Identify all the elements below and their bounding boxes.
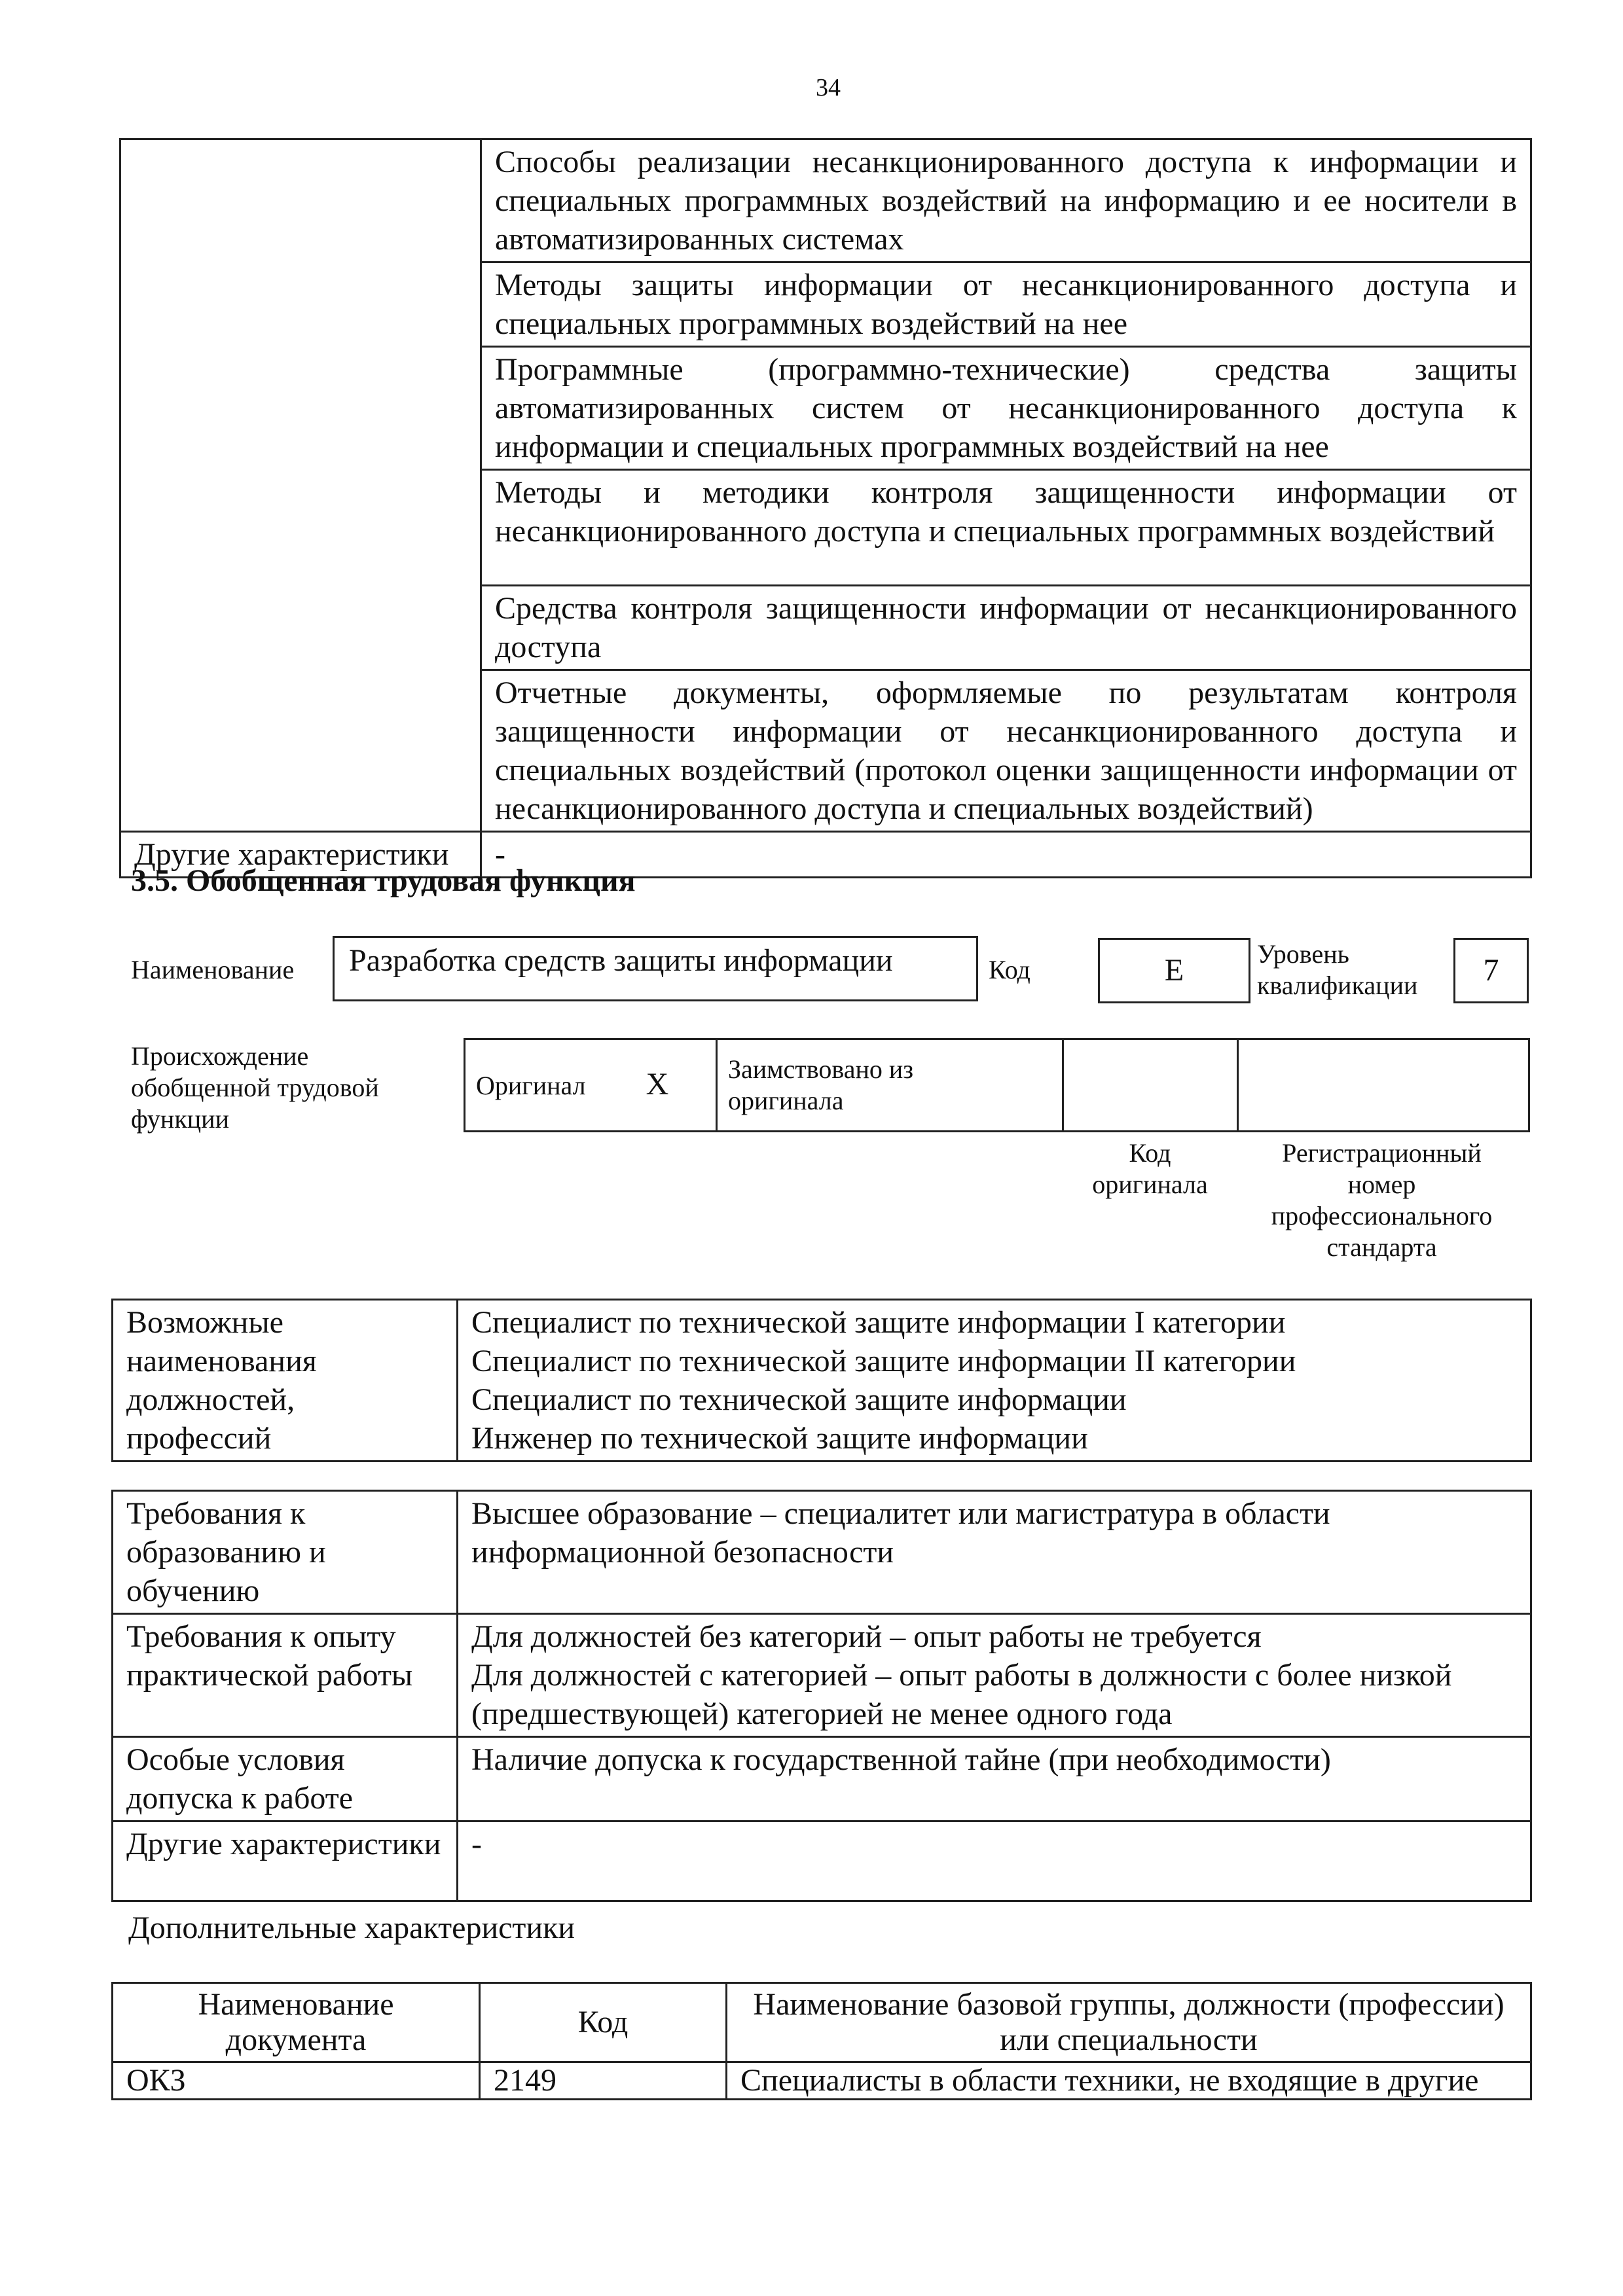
additional-table [111,1982,1532,2100]
name-label: Наименование [131,955,295,984]
positions-label-line: должностей, [126,1382,295,1417]
list-item: Инженер по технической защите информации [471,1421,1088,1456]
level-box [1453,938,1529,1003]
education-value: Высшее образование – специалитет или магистратура в области информационной безопасности [458,1491,1531,1614]
experience-label: Требования к опыту практической работы [113,1614,458,1737]
experience-line: Для должностей с категорией – опыт работы в должности с более низкой (предшествующей) категорией не менее одного года [471,1658,1452,1731]
origin-label-line: Происхождение [131,1041,309,1071]
table-row [120,139,1531,262]
positions-list [458,1300,1531,1462]
list-item: Специалист по технической защите информации I категории [471,1305,1286,1340]
cell-group: Специалисты в области техники, не входящие в другие [727,2062,1531,2100]
original-label: Оригинал [476,1071,586,1100]
cell-document: ОКЗ [113,2062,480,2100]
caption-line: оригинала [1092,1170,1208,1199]
experience-line: Для должностей без категорий – опыт работы не требуется [471,1619,1262,1654]
level-label-line: Уровень [1257,939,1349,969]
knowledge-item: Отчетные документы, оформляемые по результатам контроля защищенности информации от несанкционированного доступа и специальных воздействий (протокол оценки защищенности информации от несанкционированного доступа и специальных воздействий) [481,670,1531,832]
code-box [1098,938,1250,1003]
list-item: Специалист по технической защите информации [471,1382,1127,1417]
conditions-value: Наличие допуска к государственной тайне (при необходимости) [458,1737,1531,1821]
table-row [113,1821,1531,1901]
other-characteristics-label: Другие характеристики [113,1821,458,1901]
code-value: E [1164,953,1184,988]
column-header-code: Код [480,1983,727,2062]
caption-line: стандарта [1326,1232,1437,1262]
borrowed-label-line: оригинала [728,1086,844,1115]
origin-table [464,1038,1530,1132]
registration-number-caption [1236,1138,1527,1263]
other-characteristics-value: - [458,1821,1531,1901]
knowledge-table [119,138,1532,878]
table-row [113,1737,1531,1821]
column-header-document: Наименование документа [113,1983,480,2062]
positions-label [113,1300,458,1462]
table-row [113,1300,1531,1462]
original-mark: X [646,1067,669,1102]
origin-label-line: обобщенной трудовой [131,1073,379,1102]
level-label [1257,939,1417,1001]
table-row [465,1039,1529,1132]
caption-line: Регистрационный [1282,1138,1482,1168]
code-label: Код [989,955,1030,984]
experience-value [458,1614,1531,1737]
caption-line: Код [1129,1138,1171,1168]
positions-label-line: наименования [126,1344,317,1378]
knowledge-item: Методы и методики контроля защищенности информации от несанкционированного доступа и специальных программных воздействий [481,470,1531,586]
knowledge-item: Способы реализации несанкционированного доступа к информации и специальных программных воздействий на информацию и ее носители в автоматизированных системах [481,139,1531,262]
origin-label [131,1041,379,1135]
table-row [113,2062,1531,2100]
list-item: Специалист по технической защите информации II категории [471,1344,1296,1378]
column-header-group: Наименование базовой группы, должности (профессии) или специальности [727,1983,1531,2062]
caption-line: номер [1347,1170,1416,1199]
empty-label-cell [120,139,481,832]
education-label: Требования к образованию и обучению [113,1491,458,1614]
positions-table [111,1299,1532,1462]
level-value: 7 [1483,953,1499,988]
positions-label-line: Возможные [126,1305,283,1340]
original-code-cell [1063,1039,1238,1132]
original-code-caption [1066,1138,1234,1200]
cell-code: 2149 [480,2062,727,2100]
page-number: 34 [816,74,841,101]
level-label-line: квалификации [1257,971,1418,1000]
table-row [113,1614,1531,1737]
other-characteristics-label: Другие характеристики [120,832,481,878]
knowledge-item: Средства контроля защищенности информации от несанкционированного доступа [481,586,1531,670]
conditions-label: Особые условия допуска к работе [113,1737,458,1821]
table-row [113,1983,1531,2062]
requirements-table [111,1490,1532,1902]
table-row [113,1491,1531,1614]
origin-label-line: функции [131,1104,229,1134]
additional-heading: Дополнительные характеристики [128,1910,575,1945]
positions-label-line: профессий [126,1421,272,1456]
function-name: Разработка средств защиты информации [349,943,893,978]
other-characteristics-value: - [481,832,1531,878]
caption-line: профессионального [1271,1201,1493,1230]
registration-number-cell [1238,1039,1529,1132]
knowledge-item: Методы защиты информации от несанкционированного доступа и специальных программных воздействий на нее [481,262,1531,347]
function-name-box [333,936,978,1001]
borrowed-label-line: Заимствовано из [728,1054,914,1084]
knowledge-item: Программные (программно-технические) средства защиты автоматизированных систем от несанкционированного доступа к информации и специальных программных воздействий на нее [481,347,1531,470]
original-cell [465,1039,717,1132]
borrowed-cell [717,1039,1063,1132]
section-heading: 3.5. Обобщенная трудовая функция [131,863,636,898]
